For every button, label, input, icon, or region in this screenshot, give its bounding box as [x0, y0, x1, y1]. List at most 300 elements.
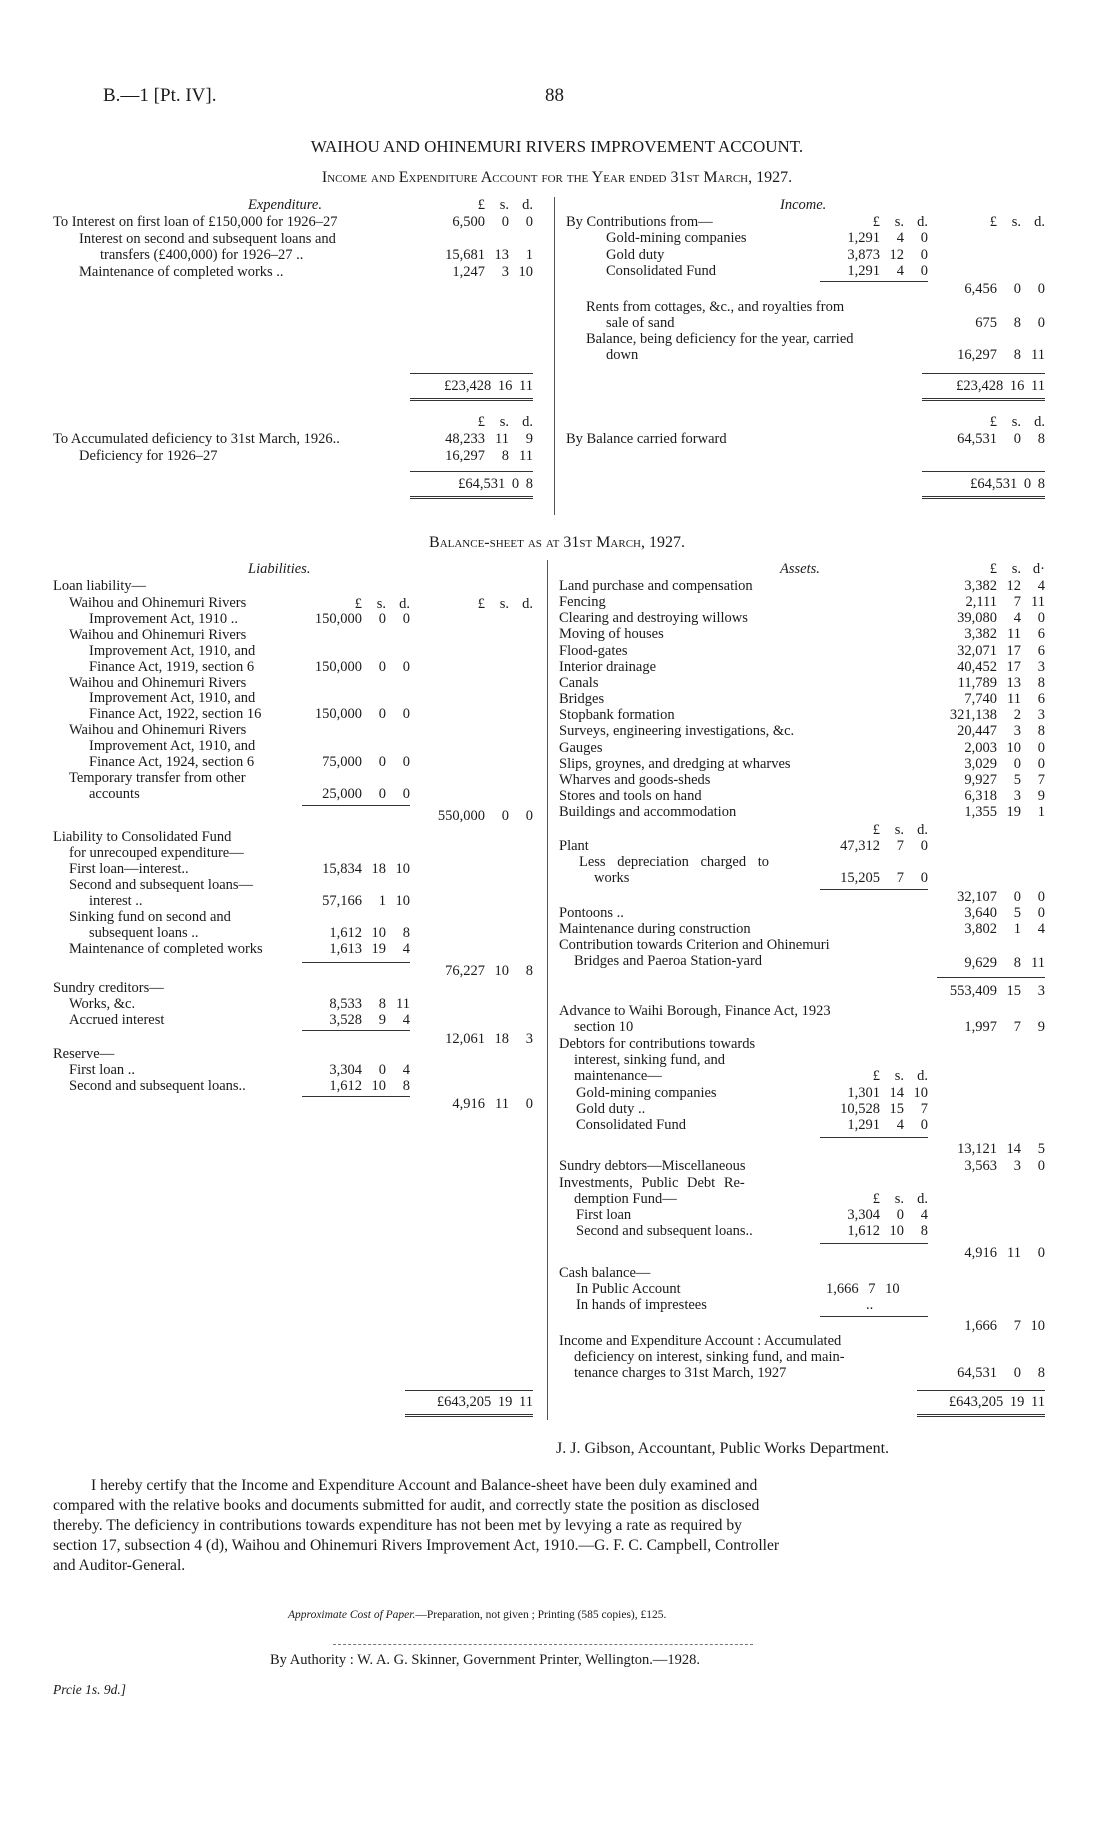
income-contrib-label: By Contributions from—	[566, 214, 713, 230]
asset-amount-shillings: 5	[1013, 771, 1021, 788]
income-balance-amount-pence: 11	[1031, 347, 1045, 363]
cost-note	[288, 1608, 666, 1623]
contribution-label: Bridges and Paeroa Station-yard	[574, 953, 763, 969]
reserve-item-amount-pounds: 3,304	[329, 1062, 362, 1078]
reserve-total-shillings: 11	[495, 1096, 509, 1112]
loan-item-text: Finance Act, 1922, section 16	[89, 706, 262, 723]
asset-amount-pounds: 1,355	[964, 804, 997, 821]
certificate-line: section 17, subsection 4 (d), Waihou and Ohinemuri Rivers Improvement Act, 1910.—G. F. C. Campbell, Controller	[53, 1537, 780, 1554]
reserve-total-pounds: 4,916	[452, 1096, 485, 1112]
cf-item-amount-pounds: 57,166	[322, 892, 362, 909]
subtotal-rule	[820, 889, 928, 890]
debtor-amount	[820, 1101, 928, 1118]
sundry-creditor-amount	[302, 1012, 410, 1029]
asset-amount-shillings: 11	[1007, 626, 1021, 643]
income-cols-inner-p: £	[872, 214, 880, 230]
sundry-total-pounds: 12,061	[445, 1031, 485, 1047]
certificate	[53, 1476, 1053, 1576]
asset-amount-shillings: 7	[1013, 594, 1021, 611]
asset-label: Surveys, engineering investigations, &c.	[559, 723, 795, 740]
loan-item-text: Temporary transfer from other	[69, 769, 246, 786]
income-contrib-label: Consolidated Fund	[606, 263, 716, 280]
liabilities-heading: Liabilities.	[248, 561, 311, 577]
debtors-total	[937, 1141, 1045, 1158]
total-double-rule	[410, 398, 533, 401]
expenditure-item-amount	[425, 448, 533, 465]
asset-amount	[937, 659, 1045, 676]
reserve-item-amount-pence: 4	[402, 1062, 410, 1078]
reserve-item-amount	[302, 1062, 410, 1079]
income-contrib-total-shillings: 0	[1013, 281, 1021, 297]
cf-item-amount-shillings: 18	[371, 861, 386, 877]
cf-item-amount-pounds: 1,612	[329, 924, 362, 941]
asset-amount-shillings: 3	[1013, 723, 1021, 740]
loan-item-amount-pounds: 150,000	[314, 658, 362, 675]
expenditure-item-amount	[425, 264, 533, 281]
asset-amount	[937, 788, 1045, 805]
asset-amount-pounds: 3,382	[964, 626, 997, 643]
asset-amount	[937, 723, 1045, 740]
debtor-amount-pounds: 1,291	[847, 1117, 880, 1134]
expenditure-item-amount-shillings: 0	[501, 214, 509, 230]
ie-account-amount-shillings: 0	[1013, 1365, 1021, 1381]
asset-amount-pence: 6	[1037, 642, 1045, 659]
income-contrib-total-pence: 0	[1037, 281, 1045, 297]
advance-amount	[937, 1019, 1045, 1036]
asset-amount-pence: 3	[1037, 658, 1045, 675]
depreciation-amount	[820, 870, 928, 887]
asset-amount-pence: 9	[1037, 787, 1045, 804]
investments-total-pence: 0	[1037, 1245, 1045, 1261]
sundry-creditor-label: Accrued interest	[69, 1011, 165, 1028]
total-double-rule	[922, 398, 1045, 401]
total-rule	[405, 1390, 533, 1391]
reserve-item-amount	[302, 1078, 410, 1095]
asset-label: Interior drainage	[559, 658, 657, 675]
cf-total-pounds: 76,227	[445, 963, 485, 979]
sundry-creditor-amount	[302, 996, 410, 1013]
loan-item-amount-pounds: 150,000	[314, 706, 362, 723]
cash-item-amount: ..	[866, 1297, 874, 1313]
loan-item-amount-pounds: 75,000	[322, 754, 362, 770]
investments-total-shillings: 11	[1007, 1245, 1021, 1261]
asset-label: Gauges	[559, 739, 603, 756]
investment-label: First loan	[576, 1207, 632, 1223]
cf-item-amount	[302, 893, 410, 910]
loan-item-amount-pence: 0	[402, 754, 410, 770]
ie-account-label: tenance charges to 31st March, 1927	[574, 1365, 787, 1381]
loan-item-text: Improvement Act, 1910, and	[89, 642, 256, 659]
total-rule	[410, 471, 533, 472]
loan-item-amount	[302, 706, 410, 723]
investments-total-pounds: 4,916	[964, 1245, 997, 1261]
contribution-amount	[937, 955, 1045, 972]
sundry-creditor-amount-pence: 11	[396, 996, 410, 1012]
assets-cols-s: s.	[1011, 561, 1021, 577]
loan-item-text: accounts	[89, 785, 140, 802]
income-balance-amount	[937, 347, 1045, 364]
debtors-total-shillings: 14	[1006, 1141, 1021, 1157]
investment-label: Second and subsequent loans..	[576, 1223, 753, 1240]
loan-item-amount-shillings: 0	[378, 610, 386, 627]
liabilities-cols-outer-d: d.	[522, 596, 533, 612]
liabilities-cols-outer-s: s.	[499, 596, 509, 612]
investment-amount-pounds: 3,304	[847, 1207, 880, 1223]
expenditure-item-amount-pence: 9	[525, 431, 533, 447]
expenditure-cols	[425, 197, 533, 214]
asset-label: Clearing and destroying willows	[559, 610, 748, 627]
income-cols-outer-s: s.	[1011, 214, 1021, 230]
cash-label: Cash balance—	[559, 1265, 651, 1281]
bs-divider	[547, 560, 548, 1420]
reserve-item-amount-pounds: 1,612	[329, 1077, 362, 1094]
loan-item-amount-pounds: 25,000	[322, 785, 362, 802]
authority: By Authority : W. A. G. Skinner, Government Printer, Wellington.—1928.	[270, 1652, 700, 1668]
page-ref: B.—1 [Pt. IV].	[103, 85, 217, 106]
maintenance-amount-pounds: 3,802	[964, 921, 997, 937]
certificate-line: thereby. The deficiency in contributions towards expenditure has not been met by levying a rate as required by	[53, 1517, 742, 1534]
income-contrib-amount-pence: 0	[920, 263, 928, 280]
certificate-line: I hereby certify that the Income and Expenditure Account and Balance-sheet have been duly examined and	[91, 1477, 758, 1494]
loan-item-amount-pounds: 150,000	[314, 610, 362, 627]
asset-amount-shillings: 10	[1006, 739, 1021, 756]
income-rents-amount	[937, 315, 1045, 332]
assets-subtotal-pence: 3	[1037, 983, 1045, 999]
expenditure-item-amount-pence: 1	[525, 247, 533, 264]
income-contrib-total-pounds: 6,456	[964, 281, 997, 297]
asset-amount	[937, 643, 1045, 660]
asset-amount	[937, 610, 1045, 627]
income-cols-2	[937, 414, 1045, 431]
income-contrib-amount	[820, 230, 928, 247]
asset-amount-pounds: 3,029	[964, 755, 997, 772]
loan-item-amount-pence: 0	[402, 610, 410, 627]
loan-total	[425, 808, 533, 825]
income-total-2: £64,531 0 8	[970, 476, 1045, 492]
asset-amount-pence: 1	[1037, 804, 1045, 821]
subtotal-rule	[937, 977, 1045, 978]
asset-label: Stopbank formation	[559, 707, 675, 724]
asset-amount-pounds: 11,789	[957, 674, 997, 691]
asset-amount-pounds: 32,071	[957, 642, 997, 659]
contribution-label: Contribution towards Criterion and Ohinemuri	[559, 937, 830, 953]
asset-amount-shillings: 17	[1006, 642, 1021, 659]
income-contrib-label: Gold duty	[606, 246, 665, 263]
income-contrib-label: Gold-mining companies	[606, 230, 747, 246]
cf-item-text: Second and subsequent loans—	[69, 876, 254, 893]
cf-item-amount	[302, 861, 410, 878]
contribution-amount-shillings: 8	[1013, 955, 1021, 971]
income-cols-inner-d: d.	[917, 214, 928, 230]
certificate-line: and Auditor-General.	[53, 1557, 186, 1574]
income-cols-2-d: d.	[1034, 414, 1045, 430]
expenditure-cols-2-s: s.	[499, 414, 509, 430]
expenditure-total-2: £64,531 0 8	[458, 476, 533, 492]
pontoons-amount-shillings: 5	[1013, 905, 1021, 921]
investments-cols-d: d.	[917, 1191, 928, 1207]
asset-amount	[937, 756, 1045, 773]
expenditure-total: £23,428 16 11	[444, 378, 533, 394]
cf-item-amount	[302, 941, 410, 958]
maintenance-amount-shillings: 1	[1013, 921, 1021, 937]
cf-item-amount-pence: 8	[402, 924, 410, 941]
reserve-item-label: Second and subsequent loans..	[69, 1077, 246, 1094]
debtors-cols-s: s.	[894, 1068, 904, 1084]
liabilities-cols-inner-s: s.	[376, 596, 386, 612]
asset-label: Moving of houses	[559, 626, 664, 643]
cf-total	[425, 963, 533, 980]
subtotal-rule	[820, 1243, 928, 1244]
expenditure-item-amount-shillings: 13	[494, 247, 509, 264]
income-rents-text: sale of sand	[606, 315, 675, 331]
cf-item-text: Maintenance of completed works	[69, 940, 263, 957]
loan-item-amount	[302, 611, 410, 628]
loan-total-shillings: 0	[501, 808, 509, 824]
sundry-creditor-amount-pounds: 8,533	[329, 996, 362, 1012]
income-carried-amount-shillings: 0	[1013, 431, 1021, 447]
income-rents-amount-pence: 0	[1037, 315, 1045, 331]
cf-item-amount-pence: 10	[395, 892, 410, 909]
maintenance-label: Maintenance during construction	[559, 921, 751, 937]
income-contrib-amount-pence: 0	[920, 246, 928, 263]
loan-item-text: Improvement Act, 1910 ..	[89, 610, 239, 627]
debtor-amount-pence: 7	[920, 1101, 928, 1118]
income-carried-amount-pounds: 64,531	[957, 431, 997, 447]
asset-label: Wharves and goods-sheds	[559, 771, 711, 788]
investment-amount	[820, 1223, 928, 1240]
loan-item-text: Waihou and Ohinemuri Rivers	[69, 722, 247, 739]
investment-amount-pounds: 1,612	[847, 1223, 880, 1240]
reserve-total-pence: 0	[525, 1096, 533, 1112]
depreciation-amount-pounds: 15,205	[840, 870, 880, 886]
income-cols-2-p: £	[989, 414, 997, 430]
depreciation-label: Less depreciation charged to	[579, 854, 770, 870]
advance-amount-pence: 9	[1037, 1019, 1045, 1035]
income-carried-amount-pence: 8	[1037, 431, 1045, 447]
income-cols-outer-p: £	[989, 214, 997, 230]
expenditure-heading: Expenditure.	[248, 197, 322, 213]
debtor-label: Gold-mining companies	[576, 1085, 717, 1101]
cash-total	[937, 1318, 1045, 1335]
reserve-item-amount-shillings: 0	[378, 1062, 386, 1078]
liabilities-cols-outer	[425, 596, 533, 613]
asset-label: Land purchase and compensation	[559, 578, 753, 594]
sundry-creditor-amount-shillings: 9	[378, 1011, 386, 1028]
expenditure-cols-2	[425, 414, 533, 431]
asset-amount-pounds: 20,447	[957, 723, 997, 740]
expenditure-item-amount-shillings: 11	[495, 431, 509, 447]
cf-label: Liability to Consolidated Fund	[53, 829, 232, 845]
income-contrib-amount-pence: 0	[920, 230, 928, 246]
cf-total-pence: 8	[525, 963, 533, 979]
income-balance-text: down	[606, 347, 639, 363]
expenditure-cols-p: £	[477, 197, 485, 213]
assets-subtotal-pounds: 553,409	[949, 983, 997, 999]
debtors-label: maintenance—	[574, 1068, 662, 1084]
investments-label: demption Fund—	[574, 1191, 677, 1207]
sundry-creditors-label: Sundry creditors—	[53, 980, 164, 996]
debtor-amount-pence: 10	[913, 1085, 928, 1101]
subtotal-rule	[302, 805, 410, 806]
asset-amount-pence: 0	[1037, 739, 1045, 756]
expenditure-cols-2-d: d.	[522, 414, 533, 430]
reserve-item-amount-shillings: 10	[371, 1077, 386, 1094]
asset-amount-pounds: 321,138	[949, 707, 997, 724]
income-contrib-amount	[820, 263, 928, 280]
asset-amount-shillings: 3	[1013, 787, 1021, 804]
sundry-total-shillings: 18	[494, 1031, 509, 1047]
assets-cols-d: d·	[1032, 561, 1045, 577]
income-contrib-amount-shillings: 12	[889, 246, 904, 263]
subtotal-rule	[302, 1030, 410, 1031]
plant-amount-pence: 0	[920, 838, 928, 854]
asset-label: Flood-gates	[559, 642, 628, 659]
expenditure-item-amount-pounds: 6,500	[452, 214, 485, 230]
price: Prcie 1s. 9d.]	[53, 1682, 126, 1697]
loan-item-text: Waihou and Ohinemuri Rivers	[69, 626, 247, 643]
advance-label: section 10	[574, 1019, 634, 1035]
plant-cols-s: s.	[894, 822, 904, 838]
income-total: £23,428 16 11	[956, 378, 1045, 394]
expenditure-item-amount-shillings: 8	[501, 447, 509, 464]
expenditure-cols-2-p: £	[477, 414, 485, 430]
debtor-label: Gold duty ..	[576, 1101, 646, 1118]
cf-item-text: First loan—interest..	[69, 861, 189, 877]
advance-amount-pounds: 1,997	[964, 1019, 997, 1035]
income-cols-inner-s: s.	[894, 214, 904, 230]
advance-amount-shillings: 7	[1013, 1019, 1021, 1035]
plant-net-pounds: 32,107	[957, 889, 997, 905]
asset-amount-shillings: 11	[1007, 691, 1021, 708]
income-balance-amount-shillings: 8	[1013, 347, 1021, 363]
cost-text: —Preparation, not given ; Printing (585 copies), £125.	[415, 1609, 667, 1621]
contribution-amount-pence: 11	[1031, 955, 1045, 971]
debtor-amount-pounds: 10,528	[840, 1101, 880, 1118]
liabilities-cols-outer-p: £	[477, 596, 485, 612]
signature: J. J. Gibson, Accountant, Public Works Department.	[556, 1440, 890, 1457]
cf-item-amount-shillings: 10	[371, 924, 386, 941]
expenditure-item-amount-pounds: 1,247	[452, 263, 485, 280]
assets-cols-p: £	[989, 561, 997, 577]
asset-label: Stores and tools on hand	[559, 787, 702, 804]
expenditure-item-amount-pounds: 15,681	[445, 247, 485, 264]
total-double-rule	[405, 1414, 533, 1417]
asset-amount-shillings: 0	[1013, 755, 1021, 772]
expenditure-item-text: transfers (£400,000) for 1926–27 ..	[100, 247, 304, 264]
pontoons-label: Pontoons ..	[559, 905, 624, 921]
asset-label: Fencing	[559, 594, 606, 611]
asset-amount-pounds: 2,111	[965, 594, 997, 611]
debtors-cols-p: £	[872, 1068, 880, 1084]
cf-item-amount-shillings: 19	[371, 940, 386, 957]
asset-label: Slips, groynes, and dredging at wharves	[559, 755, 791, 772]
income-contrib-amount-pounds: 3,873	[847, 246, 880, 263]
ie-title: Income and Expenditure Account for the Year ended 31st March, 1927.	[321, 169, 793, 186]
cf-label: for unrecouped expenditure—	[69, 845, 244, 861]
pontoons-amount	[937, 905, 1045, 922]
plant-label: Plant	[559, 838, 589, 854]
cf-item-text: Sinking fund on second and	[69, 908, 231, 925]
ie-account-label: deficiency on interest, sinking fund, and main-	[574, 1349, 845, 1365]
expenditure-item-amount-pence: 0	[525, 214, 533, 230]
ie-account-amount-pounds: 64,531	[957, 1365, 997, 1381]
depreciation-label: works	[594, 870, 630, 886]
debtor-amount	[820, 1117, 928, 1134]
investments-total	[937, 1245, 1045, 1262]
pontoons-amount-pence: 0	[1037, 905, 1045, 921]
debtor-amount-pounds: 1,301	[847, 1085, 880, 1101]
loan-item-text: Improvement Act, 1910, and	[89, 690, 256, 707]
sundry-debtors-amount-pounds: 3,563	[964, 1158, 997, 1174]
asset-amount-shillings: 4	[1013, 610, 1021, 627]
asset-amount-pounds: 40,452	[957, 658, 997, 675]
loan-item-amount-shillings: 0	[378, 785, 386, 802]
asset-amount	[937, 626, 1045, 643]
expenditure-item-amount-pounds: 48,233	[445, 431, 485, 447]
maintenance-amount-pence: 4	[1037, 921, 1045, 937]
asset-amount-pounds: 3,382	[964, 578, 997, 594]
asset-amount-pence: 8	[1037, 723, 1045, 740]
cf-item-amount-pounds: 15,834	[322, 861, 362, 877]
debtor-amount-shillings: 14	[889, 1085, 904, 1101]
subtotal-rule	[820, 1137, 928, 1138]
sundry-debtors-amount-pence: 0	[1037, 1158, 1045, 1174]
contribution-amount-pounds: 9,629	[964, 955, 997, 971]
total-double-rule	[410, 496, 533, 499]
asset-label: Buildings and accommodation	[559, 804, 737, 821]
assets-cols	[937, 561, 1045, 578]
expenditure-item-text: Interest on second and subsequent loans and	[79, 230, 336, 247]
expenditure-cols-d: d.	[522, 197, 533, 213]
loan-item-text: Waihou and Ohinemuri Rivers	[69, 595, 247, 611]
asset-amount-pounds: 2,003	[964, 739, 997, 756]
cf-item-text: interest ..	[89, 892, 143, 909]
ie-account-label: Income and Expenditure Account : Accumulated	[559, 1333, 842, 1349]
plant-amount-pounds: 47,312	[840, 838, 880, 854]
sundry-creditor-amount-pounds: 3,528	[329, 1011, 362, 1028]
cash-item-amount: 1,666 7 10	[826, 1281, 900, 1297]
reserve-item-label: First loan ..	[69, 1062, 136, 1078]
debtor-label: Consolidated Fund	[576, 1117, 686, 1134]
sundry-creditor-label: Works, &c.	[69, 996, 136, 1012]
investment-amount	[820, 1207, 928, 1224]
debtors-cols	[820, 1068, 928, 1085]
asset-amount	[937, 772, 1045, 789]
asset-amount	[937, 578, 1045, 595]
income-cols-inner	[820, 214, 928, 231]
expenditure-item-amount-pounds: 16,297	[445, 447, 485, 464]
investments-cols-p: £	[872, 1191, 880, 1207]
ie-account-amount	[937, 1365, 1045, 1382]
expenditure-item-amount	[425, 247, 533, 264]
total-rule	[922, 373, 1045, 374]
investments-label: Investments, Public Debt Re-	[559, 1175, 745, 1191]
cf-item-amount-shillings: 1	[378, 892, 386, 909]
maintenance-amount	[937, 921, 1045, 938]
expenditure-item-text: To Interest on first loan of £150,000 for 1926–27	[53, 214, 338, 230]
total-double-rule	[917, 1414, 1045, 1417]
income-contrib-amount-shillings: 4	[896, 263, 904, 280]
asset-amount-pence: 4	[1037, 578, 1045, 594]
income-contrib-amount-shillings: 4	[896, 230, 904, 246]
income-rents-amount-shillings: 8	[1013, 315, 1021, 331]
loan-item-text: Finance Act, 1919, section 6	[89, 658, 255, 675]
assets-heading: Assets.	[780, 561, 820, 577]
certificate-line: compared with the relative books and documents submitted for audit, and correctly state the position as disclosed	[53, 1497, 760, 1514]
loan-item-amount-shillings: 0	[378, 658, 386, 675]
income-contrib-amount-pounds: 1,291	[847, 230, 880, 246]
sundry-creditor-amount-pence: 4	[402, 1011, 410, 1028]
